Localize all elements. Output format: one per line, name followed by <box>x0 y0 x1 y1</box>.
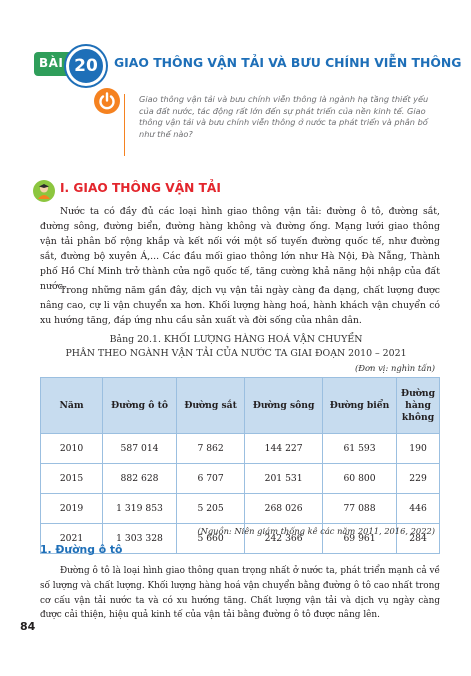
table-cell: 7 862 <box>177 434 245 464</box>
student-icon <box>33 180 55 202</box>
table-caption-line-2: PHÂN THEO NGÀNH VẬN TẢI CỦA NƯỚC TA GIAI ĐOẠN 2010 – 2021 <box>65 348 407 359</box>
table-cell: 60 800 <box>323 464 397 494</box>
table-caption <box>40 333 432 361</box>
table-cell: 284 <box>397 524 440 554</box>
table-cell: 69 961 <box>323 524 397 554</box>
intro-text: Giao thông vận tải và bưu chính viễn thông là ngành hạ tầng thiết yếu của đất nước, tác động rất lớn đến sự phát triển của nền kinh tế. Giao thông vận tải và bưu chính viễn thông ở nước ta phát triển và phân bố như thế nào? <box>139 94 429 139</box>
table-unit: (Đơn vị: nghìn tấn) <box>354 363 435 373</box>
table-cell: 2015 <box>41 464 103 494</box>
header-cell: Đường ô tô <box>103 378 177 434</box>
table-cell: 2021 <box>41 524 103 554</box>
section-title: I. GIAO THÔNG VẬN TẢI <box>60 181 221 195</box>
paragraph-1: Nước ta có đầy đủ các loại hình giao thông vận tải: đường ô tô, đường sắt, đường sông, đường biển, đường hàng không và đường ống. Mạng lưới giao thông vận tải phân bố rộng khắp và kết nối với một số tuyến đường quốc tế, như đường sắt, đường bộ xuyên Á,... Các đầu mối giao thông lớn như Hà Nội, Đà Nẵng, Thành phố Hồ Chí Minh trở thành cửa ngõ quốc tế, tăng cường khả năng hội nhập của đất nước. <box>40 206 440 293</box>
header-cell: Đường sắt <box>177 378 245 434</box>
lesson-label: BÀI <box>39 56 64 70</box>
table-cell: 268 026 <box>245 494 323 524</box>
table-cell: 201 531 <box>245 464 323 494</box>
lesson-number: 20 <box>66 46 106 86</box>
header-cell: Đường sông <box>245 378 323 434</box>
table-cell: 1 303 328 <box>103 524 177 554</box>
table-cell: 144 227 <box>245 434 323 464</box>
table-cell: 77 088 <box>323 494 397 524</box>
table-cell: 2019 <box>41 494 103 524</box>
table-cell: 61 593 <box>323 434 397 464</box>
table-row <box>41 434 440 464</box>
table-cell: 1 319 853 <box>103 494 177 524</box>
table-cell: 6 707 <box>177 464 245 494</box>
table-cell: 229 <box>397 464 440 494</box>
table-cell: 190 <box>397 434 440 464</box>
table-source: (Nguồn: Niên giám thống kê các năm 2011, 2016, 2022) <box>197 526 435 536</box>
power-icon <box>94 88 120 114</box>
header-cell: Đường biển <box>323 378 397 434</box>
page-number: 84 <box>20 620 36 633</box>
table-cell: 446 <box>397 494 440 524</box>
paragraph-2: Trong những năm gần đây, dịch vụ vận tải ngày càng đa dạng, chất lượng được nâng cao, cự li vận chuyển xa hơn. Khối lượng hàng hoá, hành khách vận chuyển có xu hướng tăng, đáp ứng nhu cầu sản xuất và đời sống của nhân dân. <box>40 285 440 327</box>
table-cell: 2010 <box>41 434 103 464</box>
table-row <box>41 464 440 494</box>
subsection-title: 1. Đường ô tô <box>40 543 123 556</box>
table-cell: 5 660 <box>177 524 245 554</box>
table-caption-line-1: Bảng 20.1. KHỐI LƯỢNG HÀNG HOÁ VẬN CHUYỂN <box>109 334 363 345</box>
table-cell: 242 366 <box>245 524 323 554</box>
table-cell: 587 014 <box>103 434 177 464</box>
lesson-header <box>34 50 462 80</box>
table-row <box>41 494 440 524</box>
header-cell: Năm <box>41 378 103 434</box>
lesson-title: GIAO THÔNG VẬN TẢI VÀ BƯU CHÍNH VIỄN THÔNG <box>114 55 462 70</box>
intro-box <box>124 94 439 156</box>
table-header-row <box>41 378 440 434</box>
table-cell: 5 205 <box>177 494 245 524</box>
header-cell: Đường hàng không <box>397 378 440 434</box>
paragraph-3: Đường ô tô là loại hình giao thông quan trọng nhất ở nước ta, phát triển mạnh cả về số lượng và chất lượng. Khối lượng hàng hoá vận chuyển bằng đường ô tô cao nhất trong cơ cấu vận tải nước ta và có xu hướng tăng. Chất lượng vận tải và dịch vụ ngày càng được cải thiện, hiệu quả kinh tế của vận tải bằng đường ô tô được nâng lên. <box>40 566 440 621</box>
table-cell: 882 628 <box>103 464 177 494</box>
